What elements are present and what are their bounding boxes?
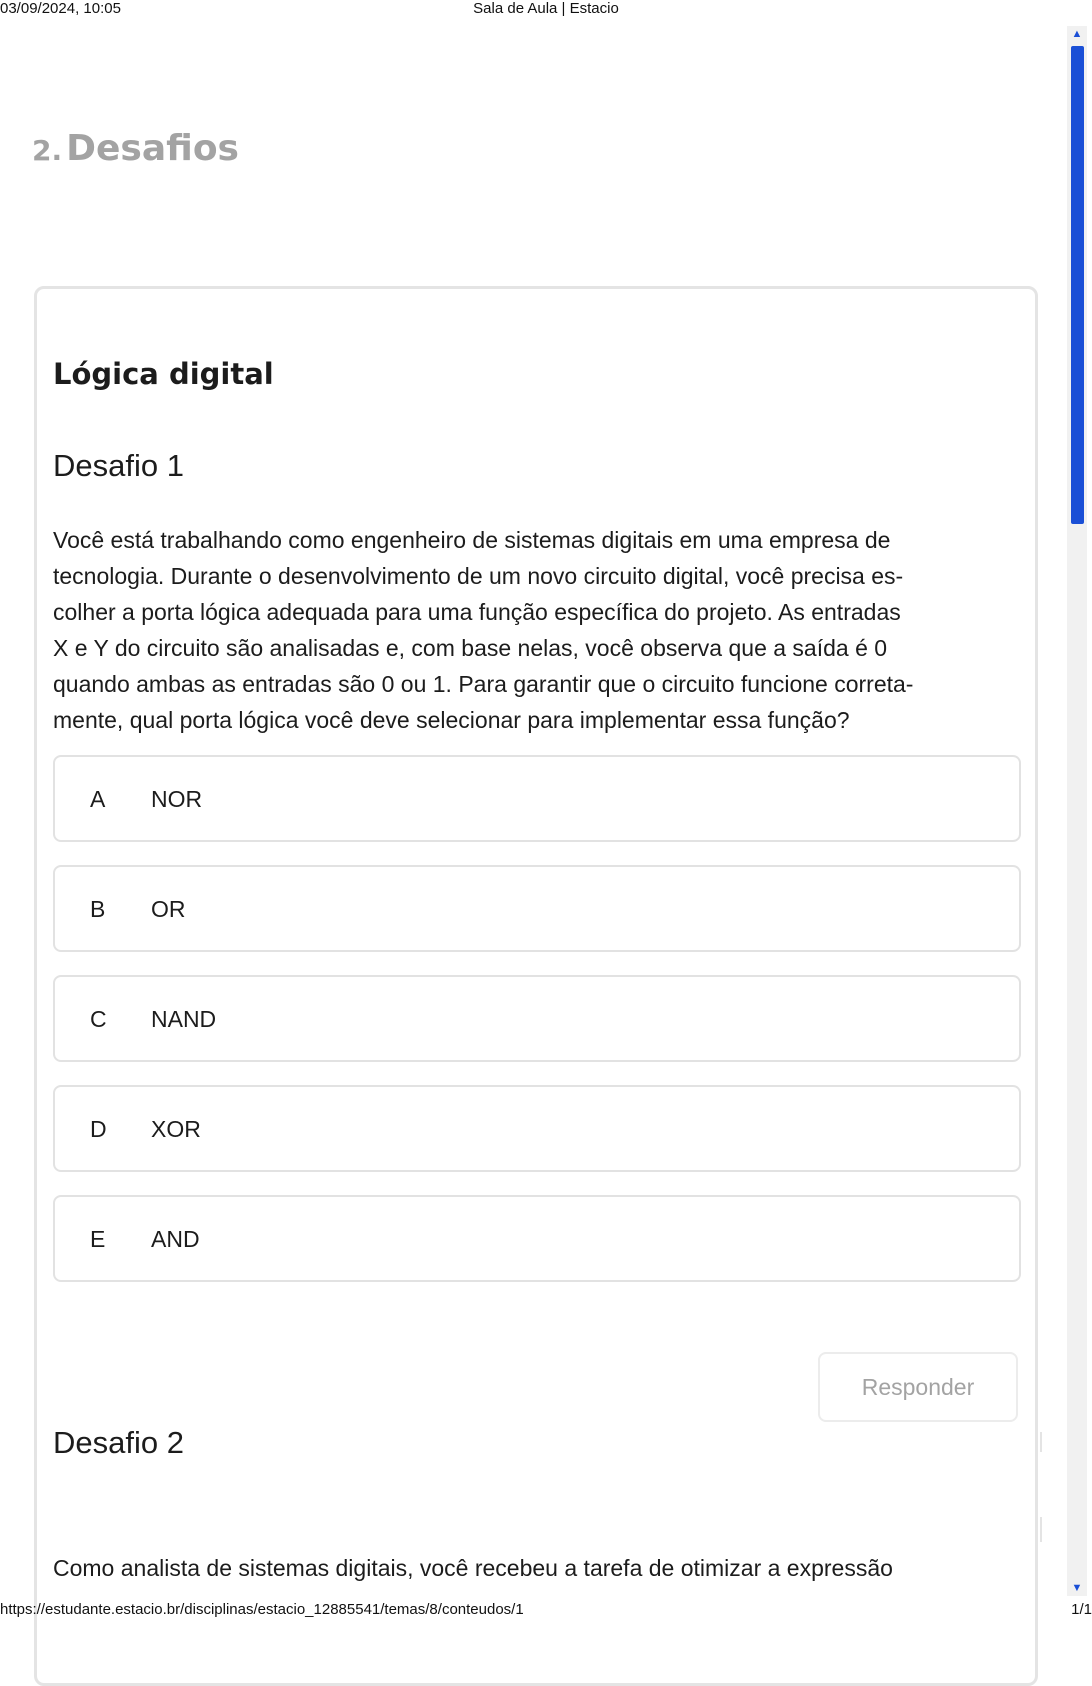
scroll-up-arrow-icon[interactable]: ▲ xyxy=(1071,28,1083,40)
question-line: Você está trabalhando como engenheiro de sistemas digitais em uma empresa de xyxy=(53,527,891,553)
responder-button[interactable]: Responder xyxy=(818,1352,1018,1422)
card-edge-divider xyxy=(1040,1432,1042,1452)
print-page-count: 1/1 xyxy=(1071,1601,1092,1618)
desafio-2-heading: Desafio 2 xyxy=(53,1425,184,1460)
section-title xyxy=(32,128,239,169)
section-number: 2. xyxy=(32,134,63,167)
option-e[interactable] xyxy=(53,1195,1021,1282)
option-letter: D xyxy=(90,1116,107,1142)
vertical-scrollbar[interactable] xyxy=(1067,26,1087,1596)
card-edge-divider xyxy=(1040,1517,1042,1542)
option-text: AND xyxy=(151,1226,200,1252)
scroll-down-arrow-icon[interactable]: ▼ xyxy=(1071,1582,1083,1594)
option-c[interactable] xyxy=(53,975,1021,1062)
question-line: mente, qual porta lógica você deve selecionar para implementar essa função? xyxy=(53,707,850,733)
print-page-title: Sala de Aula | Estacio xyxy=(473,0,619,17)
question-line: tecnologia. Durante o desenvolvimento de um novo circuito digital, você precisa es- xyxy=(53,563,904,589)
option-a[interactable] xyxy=(53,755,1021,842)
option-d[interactable] xyxy=(53,1085,1021,1172)
print-url: https://estudante.estacio.br/disciplinas/estacio_12885541/temas/8/conteudos/1 xyxy=(0,1601,524,1618)
option-letter: C xyxy=(90,1006,107,1032)
question-line: colher a porta lógica adequada para uma função específica do projeto. As entradas xyxy=(53,599,901,625)
option-letter: B xyxy=(90,896,106,922)
option-text: NOR xyxy=(151,786,203,812)
option-text: NAND xyxy=(151,1006,217,1032)
print-footer xyxy=(0,1601,1092,1621)
section-title-text: Desafios xyxy=(66,128,239,169)
desafio-2-question: Como analista de sistemas digitais, você recebeu a tarefa de otimizar a expressão xyxy=(53,1555,893,1581)
desafio-1-heading: Desafio 1 xyxy=(53,448,184,483)
scrollbar-thumb[interactable] xyxy=(1071,46,1084,524)
question-line: X e Y do circuito são analisadas e, com base nelas, você observa que a saída é 0 xyxy=(53,635,888,661)
desafio-1-question xyxy=(53,522,1013,738)
option-b[interactable] xyxy=(53,865,1021,952)
option-letter: E xyxy=(90,1226,106,1252)
question-line: quando ambas as entradas são 0 ou 1. Para garantir que o circuito funcione correta- xyxy=(53,671,914,697)
print-datetime: 03/09/2024, 10:05 xyxy=(0,0,121,17)
print-header xyxy=(0,0,1092,20)
option-letter: A xyxy=(90,786,106,812)
card-title: Lógica digital xyxy=(53,357,274,391)
option-text: XOR xyxy=(151,1116,201,1142)
option-text: OR xyxy=(151,896,186,922)
